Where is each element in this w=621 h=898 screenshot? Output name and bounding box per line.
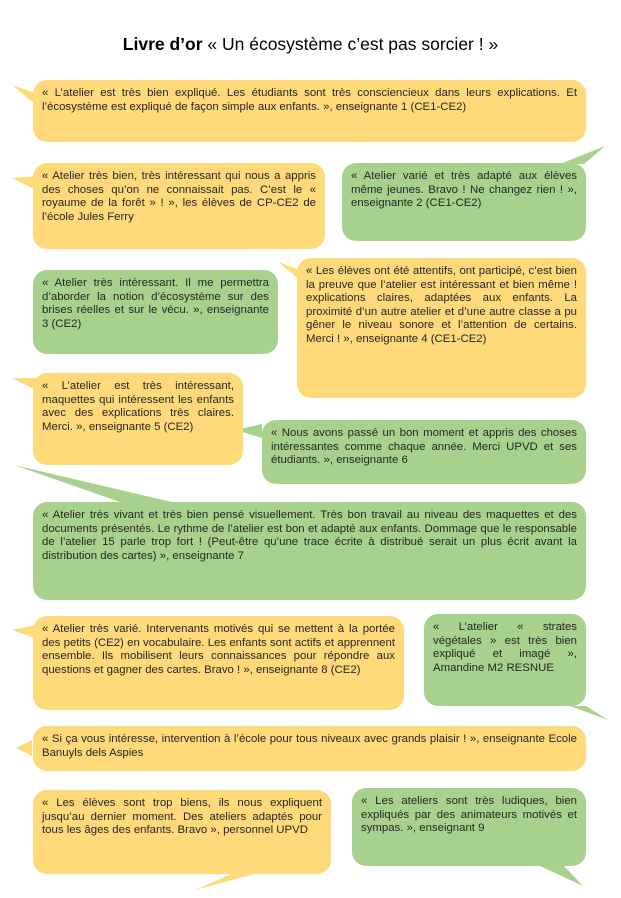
testimonial-5-text: « Les élèves ont été attentifs, ont participé, c’est bien la preuve que l’atelier est intéressant et bien même ! explications claires, adaptées aux enfants. La proximité d’un autre atelier et d’une autre classe a pu gêner le niveau sonore et l’attention de certains. Merci ! », enseignante 4 (CE1-CE2): [306, 265, 577, 345]
testimonial-12: [33, 790, 331, 874]
testimonial-10-text: « L’atelier « strates végétales » est très bien expliqué et imagé », Amandine M2 RESNUE: [433, 621, 577, 674]
title-bold: Livre d’or: [122, 34, 203, 54]
testimonial-7-text: « Nous avons passé un bon moment et appris des choses intéressantes comme chaque année. Merci UPVD et ses étudiants. », enseignante 6: [271, 427, 577, 466]
testimonial-1-text: « L’atelier est très bien expliqué. Les étudiants sont très consciencieux dans leurs explications. Et l’écosystème est expliqué de façon simple aux enfants. », enseignante 1 (CE1-CE2): [42, 87, 577, 113]
testimonial-13: [352, 788, 586, 866]
testimonial-3: [342, 163, 586, 241]
testimonial-4: [33, 270, 278, 354]
bubble-tail-11: [16, 740, 32, 756]
testimonial-13-text: « Les ateliers sont très ludiques, bien expliqués par des animateurs motivés et sympas. », enseignant 9: [361, 795, 577, 834]
bubble-tail-13: [540, 866, 583, 886]
testimonial-3-text: « Atelier varié et très adapté aux élèves même jeunes. Bravo ! Ne changez rien ! », enseignante 2 (CE1-CE2): [351, 170, 577, 209]
testimonial-2: [33, 163, 325, 249]
bubble-tail-12: [195, 872, 262, 890]
testimonial-12-text: « Les élèves sont trop biens, ils nous expliquent jusqu’au dernier moment. Des ateliers adaptés pour tous les âges des enfants. Bravo », personnel UPVD: [42, 797, 322, 836]
testimonial-6-text: « L’atelier est très intéressant, maquettes qui intéressent les enfants avec des explications très claires. Merci. », enseignante 5 (CE2): [42, 380, 234, 433]
testimonial-5: [297, 258, 586, 398]
testimonial-7: [262, 420, 586, 484]
bubble-tail-8: [14, 465, 172, 502]
testimonial-8: [33, 502, 586, 600]
testimonial-6: [33, 373, 243, 465]
testimonial-2-text: « Atelier très bien, très intéressant qui nous a appris des choses qu’on ne connaissait pas. C’est le « royaume de la forêt » ! », les élèves de CP-CE2 de l’école Jules Ferry: [42, 170, 316, 223]
bubble-tail-3: [560, 146, 605, 164]
testimonial-11-text: « Si ça vous intéresse, intervention à l’école pour tous niveaux avec grands plaisir ! », enseignante Ecole Banuyls dels Aspies: [42, 733, 577, 759]
testimonial-9-text: « Atelier très varié. Intervenants motivés qui se mettent à la portée des petits (CE2) en vocabulaire. Les enfants sont actifs et apprennent ensemble. Ils mobilisent leurs connaissances pour répondre aux questions et gagner des cartes. Bravo ! », enseignante 8 (CE2): [42, 623, 395, 676]
testimonial-11: [33, 726, 586, 771]
testimonial-8-text: « Atelier très vivant et très bien pensé visuellement. Très bon travail au niveau des maquettes et des documents présentés. Le rythme de l’atelier est bon et adapté aux enfants. Dommage que le responsable de l’atelier 15 parle trop fort ! (Peut-être qu’une trace écrite à distribué serait un plus écrit avant la distribution des cartes) », enseignante 7: [42, 509, 577, 562]
testimonial-10: [424, 614, 586, 706]
testimonial-9: [33, 616, 404, 710]
testimonial-1: [33, 80, 586, 142]
testimonial-4-text: « Atelier très intéressant. Il me permettra d’aborder la notion d’écosystème sur des brises réelles et sur le vécu. », enseignante 3 (CE2): [42, 277, 269, 330]
bubble-tail-10: [570, 706, 608, 720]
title-rest: « Un écosystème c’est pas sorcier ! »: [202, 34, 499, 54]
